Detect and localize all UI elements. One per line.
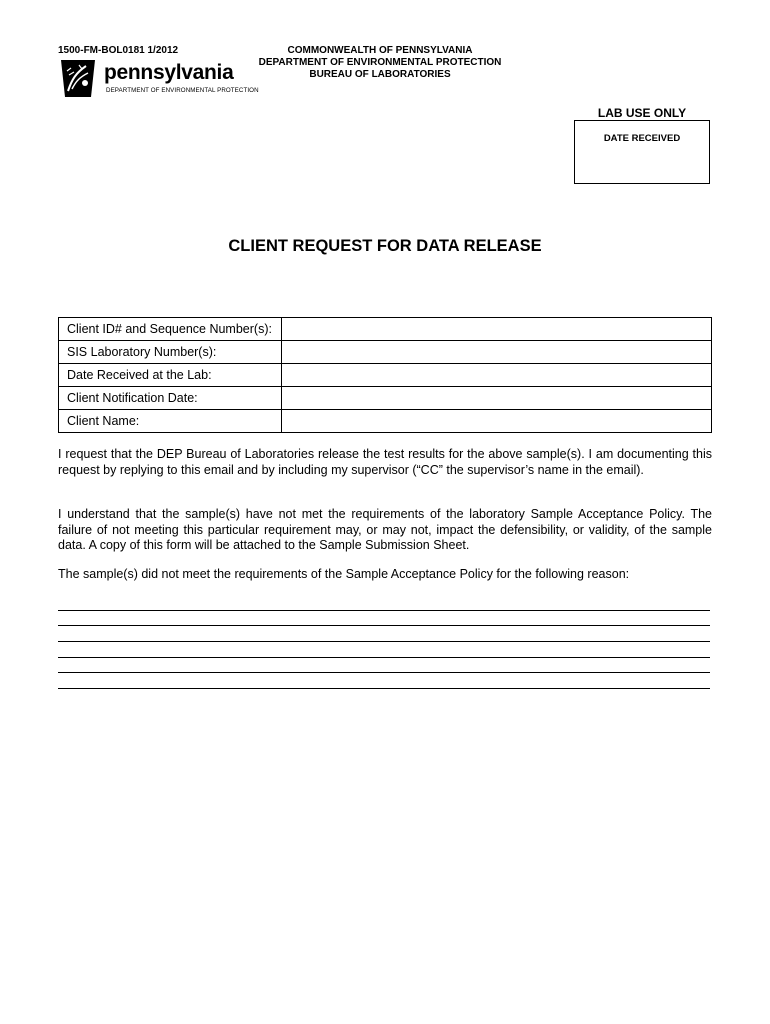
date-received-field[interactable] — [282, 364, 712, 387]
table-row — [59, 318, 712, 341]
sis-lab-number-field[interactable] — [282, 341, 712, 364]
date-received-label: DATE RECEIVED — [603, 133, 681, 144]
reason-line[interactable] — [58, 625, 710, 626]
notification-date-field[interactable] — [282, 387, 712, 410]
reason-line[interactable] — [58, 641, 710, 642]
page-title: CLIENT REQUEST FOR DATA RELEASE — [228, 237, 542, 255]
request-paragraph: I request that the DEP Bureau of Laboratories release the test results for the above sample(s). I am documenting this request by replying to this email and by including my supervisor (“CC” the supervisor’s name in the email). — [58, 447, 712, 477]
acknowledgement-paragraph: I understand that the sample(s) have not met the requirements of the laboratory Sample Acceptance Policy. The failure of not meeting this particular requirement may, or may not, impact the defensibility, or validity, of the sample data. A copy of this form will be attached to the Sample Submission Sheet. — [58, 507, 712, 553]
lab-use-heading: LAB USE ONLY — [597, 106, 687, 120]
pennsylvania-logo — [58, 57, 258, 101]
reason-line[interactable] — [58, 688, 710, 689]
agency-line: DEPARTMENT OF ENVIRONMENTAL PROTECTION — [258, 57, 502, 68]
client-id-field[interactable] — [282, 318, 712, 341]
client-name-field[interactable] — [282, 410, 712, 433]
reason-line[interactable] — [58, 610, 710, 611]
agency-header — [240, 45, 520, 81]
field-label: Client ID# and Sequence Number(s): — [59, 318, 282, 341]
table-row — [59, 341, 712, 364]
reason-line[interactable] — [58, 672, 710, 673]
field-label: Client Notification Date: — [59, 387, 282, 410]
table-row — [59, 387, 712, 410]
logo-subtitle: DEPARTMENT OF ENVIRONMENTAL PROTECTION — [106, 87, 259, 94]
field-label: SIS Laboratory Number(s): — [59, 341, 282, 364]
agency-line: BUREAU OF LABORATORIES — [309, 69, 451, 80]
table-row — [59, 410, 712, 433]
date-received-box[interactable] — [574, 120, 710, 184]
field-label: Client Name: — [59, 410, 282, 433]
agency-line: COMMONWEALTH OF PENNSYLVANIA — [287, 45, 473, 56]
reason-prompt: The sample(s) did not meet the requirements of the Sample Acceptance Policy for the following reason: — [58, 567, 630, 581]
form-code: 1500-FM-BOL0181 1/2012 — [58, 45, 179, 56]
keystone-icon — [58, 57, 98, 101]
reason-line[interactable] — [58, 657, 710, 658]
field-label: Date Received at the Lab: — [59, 364, 282, 387]
client-info-table — [58, 317, 712, 433]
table-row — [59, 364, 712, 387]
logo-wordmark: pennsylvania — [104, 61, 234, 84]
